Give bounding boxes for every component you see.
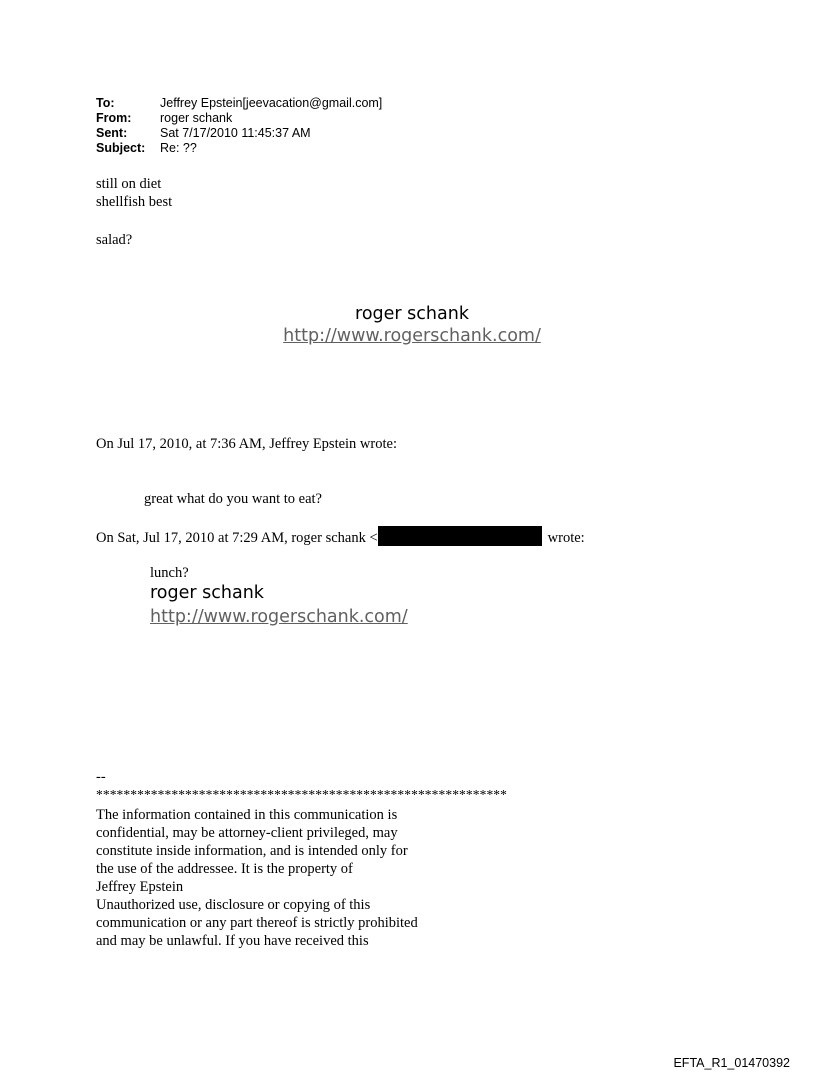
quote-2-attribution (96, 526, 585, 547)
disclaimer-line: communication or any part thereof is strictly prohibited (96, 915, 418, 931)
subject-value: Re: ?? (160, 141, 197, 155)
signature-link[interactable]: http://www.rogerschank.com/ (283, 326, 541, 346)
sent-label: Sent: (96, 126, 128, 140)
sent-value: Sat 7/17/2010 11:45:37 AM (160, 126, 311, 140)
disclaimer-line: constitute inside information, and is intended only for (96, 843, 408, 859)
subject-label: Subject: (96, 141, 146, 155)
signature-name: roger schank (355, 304, 469, 324)
quote-1-text: great what do you want to eat? (144, 491, 322, 507)
disclaimer-stars: ************************************************************ (96, 787, 507, 802)
signature-1 (0, 303, 816, 347)
body-line-3: salad? (96, 232, 133, 248)
from-value: roger schank (160, 111, 233, 125)
body-line-1: still on diet (96, 176, 162, 192)
to-label: To: (96, 96, 115, 110)
document-id: EFTA_R1_01470392 (673, 1056, 790, 1070)
quote-1-attribution: On Jul 17, 2010, at 7:36 AM, Jeffrey Epstein wrote: (96, 436, 397, 452)
disclaimer-line: and may be unlawful. If you have received this (96, 933, 369, 949)
disclaimer-line: the use of the addressee. It is the property of (96, 861, 353, 877)
redaction-box (378, 526, 542, 546)
to-value: Jeffrey Epstein[jeevacation@gmail.com] (160, 96, 383, 110)
disclaimer-dashes: -- (96, 769, 106, 785)
from-label: From: (96, 111, 132, 125)
disclaimer-line: confidential, may be attorney-client privileged, may (96, 825, 398, 841)
subject-row (96, 141, 382, 156)
from-row (96, 111, 382, 126)
quote-2-signature-name: roger schank (150, 583, 264, 603)
quote-2-attribution-prefix: On Sat, Jul 17, 2010 at 7:29 AM, roger schank < (96, 530, 378, 546)
quote-2-attribution-suffix: wrote: (547, 530, 585, 546)
body-line-2: shellfish best (96, 194, 173, 210)
disclaimer-line: The information contained in this communication is (96, 807, 398, 823)
sent-row (96, 126, 382, 141)
disclaimer-text (96, 806, 418, 950)
email-header (96, 96, 382, 156)
disclaimer-line: Jeffrey Epstein (96, 879, 184, 895)
to-row (96, 96, 382, 111)
disclaimer-line: Unauthorized use, disclosure or copying of this (96, 897, 371, 913)
quote-2-text: lunch? (150, 565, 189, 581)
quote-2-signature-link[interactable]: http://www.rogerschank.com/ (150, 607, 408, 627)
